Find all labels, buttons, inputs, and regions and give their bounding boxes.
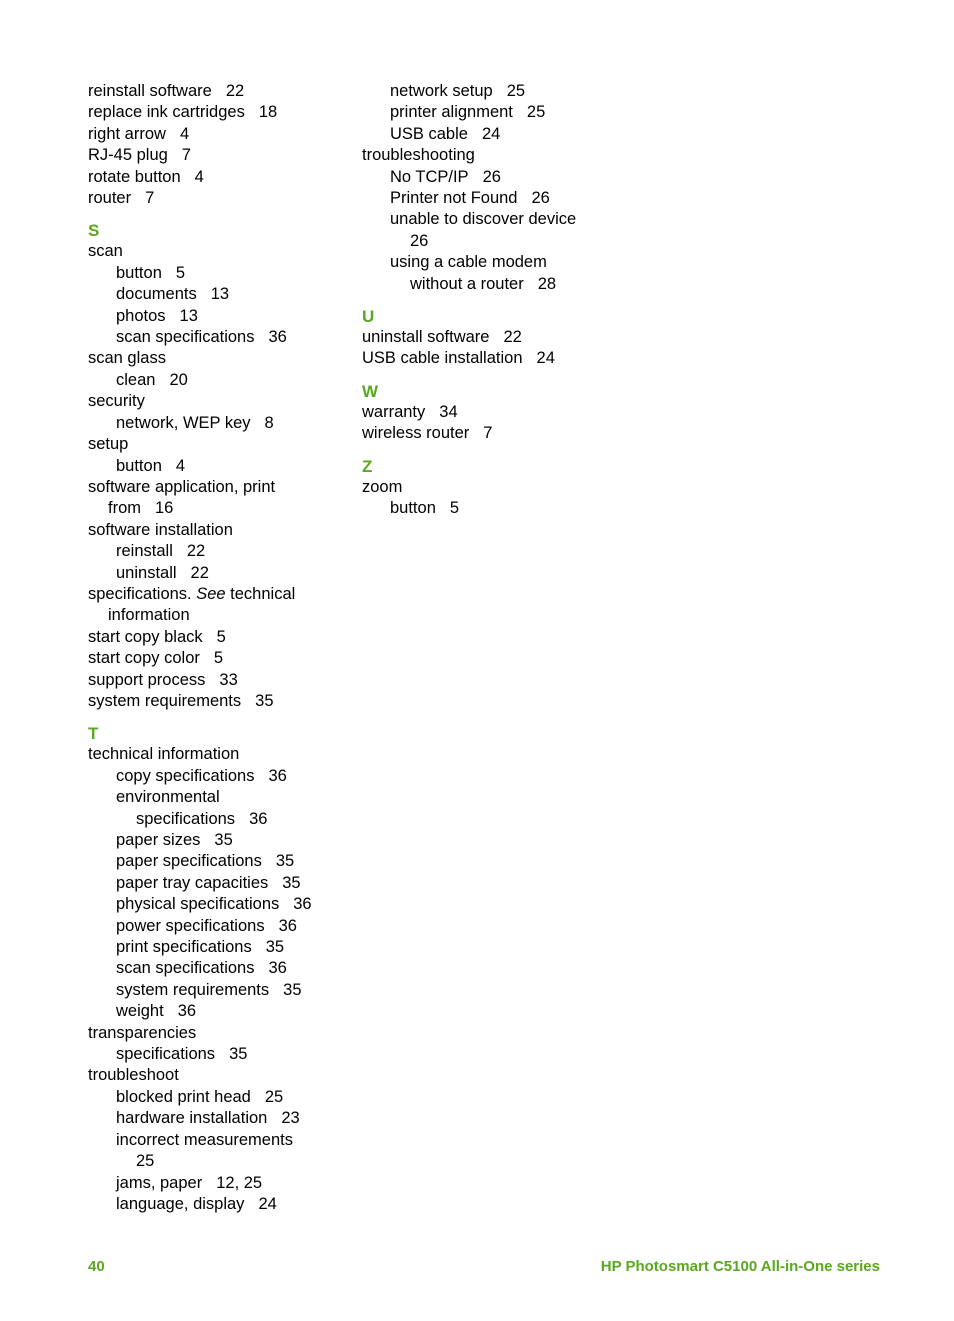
index-page-ref: 33 [219, 670, 238, 689]
index-column-right [362, 81, 632, 520]
index-subentry [88, 1044, 358, 1065]
index-entry-text: paper sizes [116, 831, 201, 849]
index-subentry [362, 81, 632, 102]
index-entry-text: wireless router [362, 424, 470, 443]
index-entry-text: blocked print head [116, 1087, 251, 1106]
index-entry-text: network, WEP key [116, 413, 251, 432]
index-page-ref: 12, 25 [216, 1173, 263, 1192]
see-reference-target: technical [225, 584, 296, 603]
index-entry [88, 145, 358, 166]
index-page-ref: 7 [483, 424, 493, 443]
index-subentry [88, 916, 358, 937]
index-entry [88, 477, 358, 498]
index-entry-text: system requirements [88, 691, 242, 710]
index-entry-text: paper specifications [116, 852, 262, 871]
index-subentry [88, 1130, 358, 1151]
index-page-ref: 35 [283, 980, 302, 999]
index-subentry [88, 541, 358, 562]
index-entry [88, 1065, 358, 1086]
index-subentry [362, 167, 632, 188]
index-page-ref: 8 [264, 413, 274, 432]
index-entry-continuation [88, 605, 358, 626]
index-page-ref: 4 [179, 124, 190, 143]
index-subentry [88, 284, 358, 305]
index-page-ref: 36 [268, 328, 287, 347]
index-subentry [88, 937, 358, 958]
index-entry-text: from [108, 499, 141, 518]
index-entry-text: scan specifications [116, 328, 255, 347]
index-subentry [88, 1087, 358, 1108]
index-entry [88, 627, 358, 648]
index-entry-text: 26 [410, 231, 429, 250]
index-entry-text: replace ink cartridges [88, 103, 245, 122]
index-entry [362, 327, 632, 348]
index-entry-text: photos [116, 306, 166, 325]
index-page-ref: 24 [258, 1194, 277, 1213]
index-letter-heading: U [362, 307, 375, 327]
index-entry-text: USB cable installation [362, 349, 523, 368]
index-entry-text: paper tray capacities [116, 873, 269, 892]
index-page-ref: 22 [225, 82, 245, 100]
index-entry-continuation [362, 274, 632, 295]
index-entry-text: unable to discover device [390, 210, 577, 229]
index-subentry [88, 894, 358, 915]
index-page-ref: 35 [229, 1045, 248, 1064]
index-entry-text: scan [88, 242, 123, 261]
index-entry-text: technical information [88, 745, 240, 764]
index-subentry [88, 563, 358, 584]
index-page-ref: 4 [175, 456, 186, 475]
index-entry [88, 434, 358, 455]
index-entry-text: right arrow [88, 124, 166, 143]
index-entry-text: language, display [116, 1194, 245, 1213]
index-entry [88, 648, 358, 669]
index-page-ref: 22 [190, 563, 209, 582]
index-page-ref: 13 [210, 285, 230, 304]
index-entry-text: specifications [116, 1045, 216, 1064]
index-page-ref: 13 [179, 306, 198, 325]
index-subentry [362, 102, 632, 123]
index-subentry [88, 851, 358, 872]
index-subentry [88, 413, 358, 434]
index-entry-text: printer alignment [390, 103, 513, 122]
index-subentry [88, 370, 358, 391]
index-entry [88, 691, 358, 712]
index-page-ref: 7 [181, 146, 191, 165]
index-entry-text: jams, paper [116, 1173, 203, 1192]
index-entry-text: security [88, 392, 145, 411]
index-page-ref: 36 [268, 959, 287, 978]
index-page-ref: 20 [169, 370, 188, 389]
index-entry-text: button [116, 456, 162, 475]
index-page-ref: 35 [214, 831, 233, 849]
index-subentry [88, 1001, 358, 1022]
index-page-ref: 26 [531, 189, 550, 208]
index-entry-text: scan specifications [116, 959, 255, 978]
index-entry-text: uninstall software [362, 328, 490, 347]
index-entry-text: without a router [410, 274, 524, 293]
index-page-ref: 36 [293, 895, 312, 914]
index-subentry [88, 306, 358, 327]
index-entry [362, 348, 632, 369]
index-page-ref: 25 [264, 1087, 284, 1106]
index-entry-continuation [88, 809, 358, 830]
index-page-ref: 23 [281, 1109, 300, 1128]
index-entry-text: hardware installation [116, 1109, 268, 1128]
index-page-ref: 7 [145, 189, 155, 208]
see-reference: See [196, 584, 226, 603]
index-subentry [362, 252, 632, 273]
index-entry-text: environmental [116, 788, 220, 807]
index-entry [88, 188, 358, 209]
index-subentry [88, 980, 358, 1001]
index-entry-text: print specifications [116, 938, 252, 957]
footer-product-title: HP Photosmart C5100 All-in-One series [600, 1258, 880, 1275]
index-entry-text: troubleshooting [362, 146, 475, 165]
index-page-ref: 18 [258, 103, 278, 122]
index-letter-heading: Z [362, 456, 373, 476]
index-entry-text: copy specifications [116, 766, 255, 785]
index-entry [88, 241, 358, 262]
index-entry-text: router [88, 189, 132, 208]
index-entry-text: Printer not Found [390, 189, 518, 208]
index-page-ref: 5 [175, 263, 186, 282]
index-page-ref: 34 [439, 402, 458, 421]
index-entry-text: No TCP/IP [390, 167, 469, 186]
index-entry-text: start copy black [88, 627, 203, 646]
index-entry-text: system requirements [116, 980, 270, 999]
index-page-ref: 22 [503, 328, 522, 347]
index-subentry [88, 830, 358, 851]
index-entry-text: software application, print [88, 477, 276, 496]
index-entry-text: start copy color [88, 649, 200, 668]
index-page-ref: 5 [216, 627, 226, 646]
index-page-ref: 26 [482, 167, 501, 186]
index-entry [88, 744, 358, 765]
index-page-ref: 28 [537, 274, 557, 293]
index-entry-text: uninstall [116, 563, 177, 582]
index-page-ref: 24 [481, 124, 501, 143]
index-subentry [88, 787, 358, 808]
index-letter-heading: S [88, 221, 100, 241]
index-page-ref: 4 [194, 167, 204, 186]
index-entry-text: specifications. [88, 584, 197, 603]
index-page-ref: 36 [249, 809, 268, 828]
index-entry-continuation [362, 231, 632, 252]
index-entry [88, 81, 358, 102]
index-entry-text: USB cable [390, 124, 468, 143]
index-page-ref: 35 [282, 873, 301, 892]
index-entry [88, 102, 358, 123]
index-entry-text: information [108, 606, 190, 625]
index-subentry [88, 456, 358, 477]
index-page-ref: 36 [268, 766, 287, 785]
index-entry-text: setup [88, 435, 129, 454]
index-page-ref: 22 [186, 542, 206, 561]
index-entry-text: incorrect measurements [116, 1130, 293, 1149]
index-page-ref: 35 [265, 938, 285, 957]
index-entry [362, 145, 632, 166]
index-subentry [88, 327, 358, 348]
index-entry [362, 423, 632, 444]
index-entry-text: specifications [136, 809, 236, 828]
index-entry [88, 348, 358, 369]
index-entry-text: zoom [362, 477, 403, 496]
index-page-ref: 35 [275, 852, 295, 871]
index-entry-text: 25 [136, 1152, 155, 1171]
index-entry-text: rotate button [88, 167, 181, 186]
index-entry [88, 1023, 358, 1044]
index-entry-text: clean [116, 370, 156, 389]
index-entry-text: support process [88, 670, 206, 689]
index-entry-text: RJ-45 plug [88, 146, 168, 165]
index-subentry [362, 188, 632, 209]
page-number: 40 [88, 1258, 105, 1275]
index-entry [88, 670, 358, 691]
index-entry-text: troubleshoot [88, 1066, 179, 1085]
index-page-ref: 25 [526, 103, 546, 122]
index-entry [88, 584, 358, 605]
index-subentry [362, 498, 632, 519]
index-entry-text: software installation [88, 520, 233, 539]
index-page-ref: 24 [536, 349, 555, 368]
index-entry-continuation [88, 498, 358, 519]
index-page-ref: 5 [213, 649, 224, 668]
index-entry-text: button [390, 499, 436, 518]
index-column-left [88, 81, 358, 1215]
index-entry-text: using a cable modem [390, 253, 547, 272]
index-subentry [88, 873, 358, 894]
index-entry [362, 477, 632, 498]
index-entry-text: documents [116, 285, 197, 304]
index-page-ref: 36 [278, 916, 297, 935]
index-letter-heading: W [362, 381, 379, 401]
index-subentry [88, 766, 358, 787]
index-entry-text: warranty [362, 402, 426, 421]
index-entry-text: network setup [390, 82, 493, 100]
index-page-ref: 35 [255, 691, 274, 710]
index-entry-text: scan glass [88, 349, 166, 368]
index-subentry [88, 263, 358, 284]
index-letter-heading: T [88, 724, 99, 744]
index-entry [88, 124, 358, 145]
index-subentry [362, 209, 632, 230]
index-subentry [88, 1194, 358, 1215]
index-subentry [88, 958, 358, 979]
index-entry-text: physical specifications [116, 895, 280, 914]
index-entry-text: transparencies [88, 1023, 197, 1042]
index-entry-text: button [116, 263, 162, 282]
index-subentry [362, 124, 632, 145]
index-entry-text: reinstall software [88, 82, 212, 100]
index-entry [88, 520, 358, 541]
index-entry [88, 391, 358, 412]
index-entry [362, 402, 632, 423]
index-page-ref: 16 [155, 499, 174, 518]
index-page-ref: 36 [177, 1002, 197, 1021]
index-subentry [88, 1108, 358, 1129]
index-entry-text: weight [116, 1002, 164, 1021]
index-page-ref: 5 [449, 499, 460, 518]
index-entry-continuation [88, 1151, 358, 1172]
index-entry [88, 167, 358, 188]
index-entry-text: reinstall [116, 542, 173, 561]
index-entry-text: power specifications [116, 916, 265, 935]
index-subentry [88, 1173, 358, 1194]
index-page-ref: 25 [506, 82, 526, 100]
